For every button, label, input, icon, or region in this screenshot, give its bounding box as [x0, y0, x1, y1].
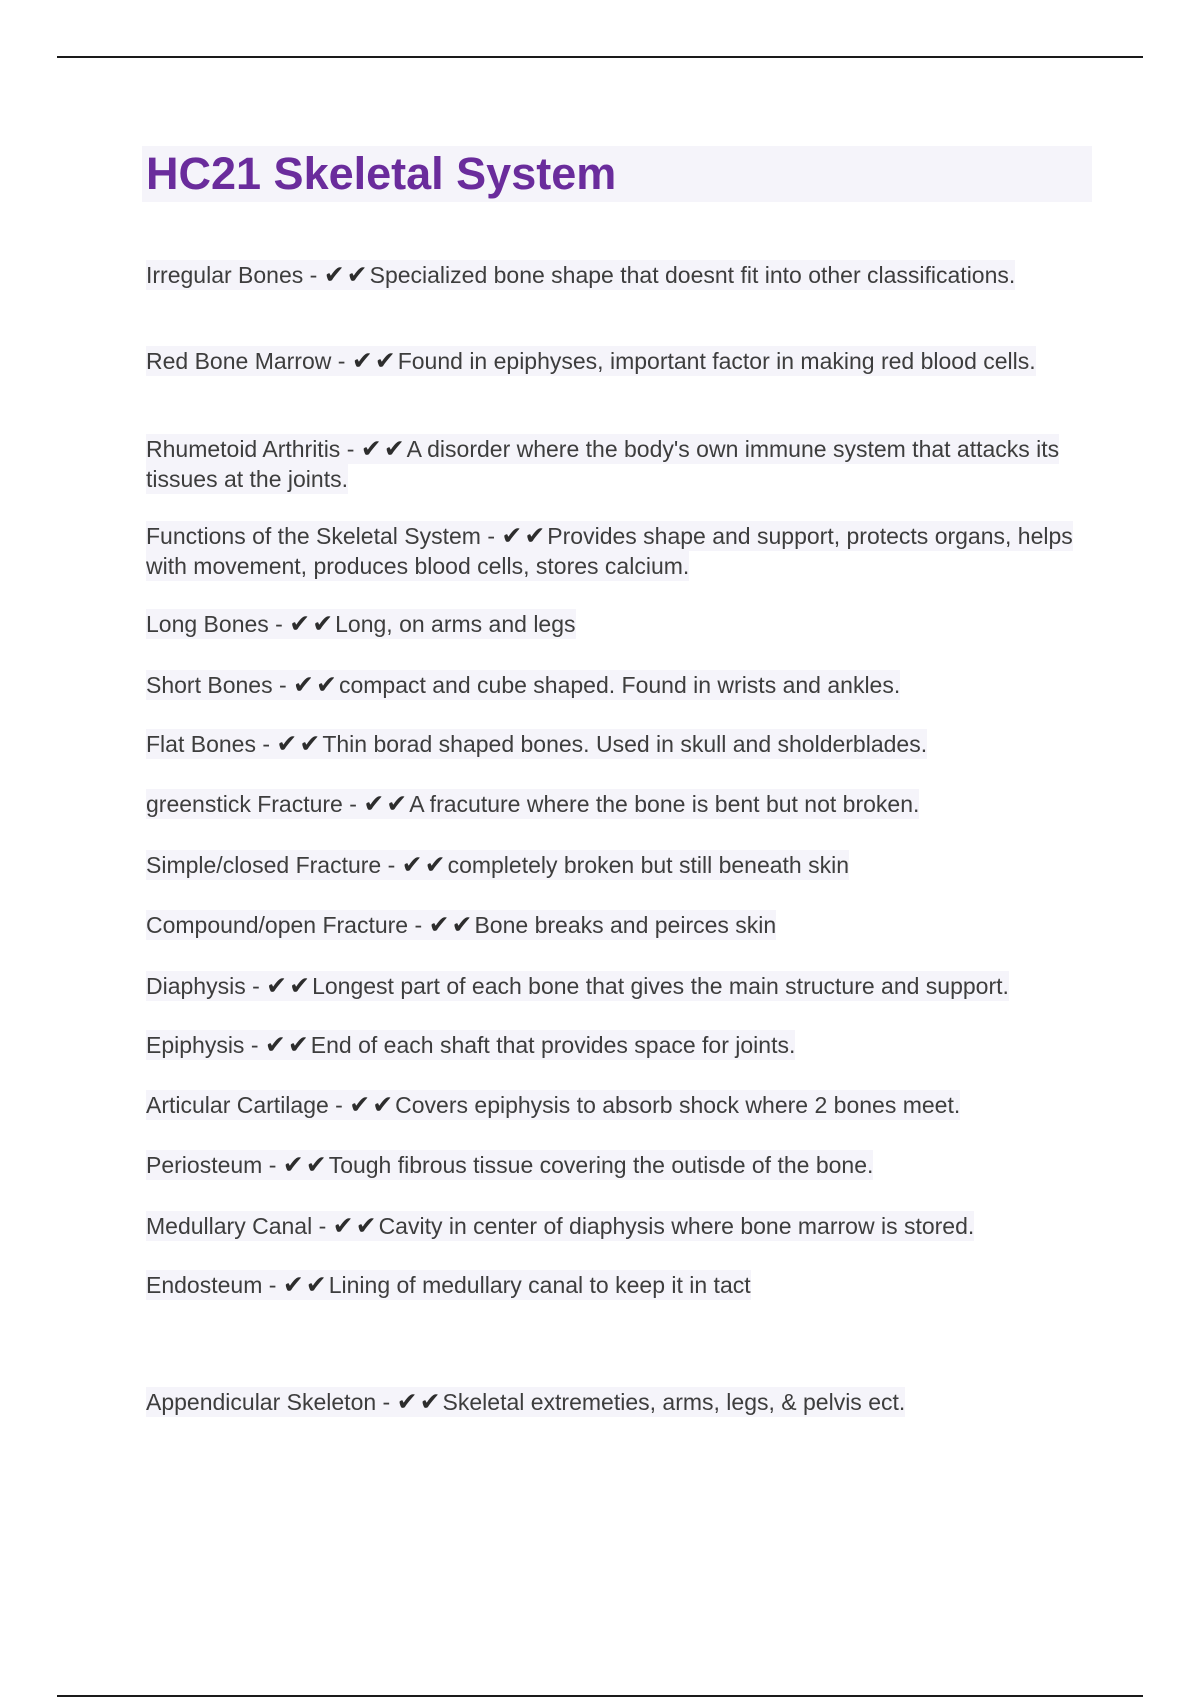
flashcard-entry [146, 1270, 1096, 1301]
entry-highlight [146, 670, 900, 700]
entry-separator: - [312, 1213, 333, 1239]
flashcard-entry [146, 521, 1096, 581]
entry-definition: completely broken but still beneath skin [447, 852, 850, 878]
entry-highlight [146, 346, 1036, 376]
entry-highlight [146, 789, 919, 819]
entry-separator: - [303, 262, 324, 288]
entry-definition: A fracuture where the bone is bent but not broken. [409, 791, 920, 817]
entry-separator: - [480, 523, 502, 549]
flashcard-entry [146, 850, 1096, 881]
check-mark-icon: ✔ [374, 346, 398, 375]
entry-definition: Bone breaks and peirces skin [474, 912, 777, 938]
check-mark-icon: ✔ [383, 434, 407, 463]
check-mark-icon: ✔ [428, 910, 452, 939]
entry-definition: Provides shape and support, protects organs, helps with movement, produces blood cells, stores calcium. [146, 523, 1073, 579]
entry-definition: Specialized bone shape that doesnt fit into other classifications. [369, 262, 1016, 288]
entry-highlight [146, 609, 576, 639]
bottom-rule [57, 1695, 1143, 1697]
check-mark-icon: ✔ [360, 434, 384, 463]
entry-term: Flat Bones [146, 731, 256, 757]
entry-term: Compound/open Fracture [146, 912, 409, 938]
entry-term: Endosteum [146, 1272, 263, 1298]
check-mark-icon: ✔ [299, 729, 323, 758]
flashcard-entry [146, 910, 1096, 941]
entry-highlight [146, 729, 927, 759]
check-mark-icon: ✔ [419, 1387, 443, 1416]
check-mark-icon: ✔ [332, 1211, 356, 1240]
check-mark-icon: ✔ [396, 1387, 420, 1416]
entry-definition: Thin borad shaped bones. Used in skull and sholderblades. [322, 731, 928, 757]
flashcard-entry [146, 971, 1096, 1002]
check-mark-icon: ✔ [351, 346, 375, 375]
flashcard-entry [146, 346, 1096, 377]
flashcard-entry [146, 729, 1096, 760]
check-mark-icon: ✔ [372, 1090, 396, 1119]
flashcard-entry [146, 1387, 1096, 1418]
entry-separator: - [376, 1389, 397, 1415]
entry-highlight [146, 850, 849, 880]
check-mark-icon: ✔ [501, 521, 525, 550]
entry-term: Periosteum [146, 1152, 263, 1178]
entry-highlight [146, 1030, 795, 1060]
entry-definition: End of each shaft that provides space for joints. [310, 1032, 796, 1058]
check-mark-icon: ✔ [282, 1270, 306, 1299]
entry-term: Epiphysis [146, 1032, 245, 1058]
entry-separator: - [408, 912, 429, 938]
entry-separator: - [331, 348, 352, 374]
check-mark-icon: ✔ [451, 910, 475, 939]
entry-highlight [146, 260, 1015, 290]
check-mark-icon: ✔ [363, 789, 387, 818]
entry-definition: Lining of medullary canal to keep it in tact [328, 1272, 751, 1298]
entry-definition: compact and cube shaped. Found in wrists and ankles. [338, 672, 901, 698]
check-mark-icon: ✔ [282, 1150, 306, 1179]
entry-term: Medullary Canal [146, 1213, 313, 1239]
entry-term: Functions of the Skeletal System [146, 523, 481, 549]
check-mark-icon: ✔ [355, 1211, 379, 1240]
entry-definition: Found in epiphyses, important factor in making red blood cells. [397, 348, 1036, 374]
entry-separator: - [255, 731, 277, 757]
flashcard-entry [146, 260, 1096, 291]
entry-term: Articular Cartilage [146, 1092, 329, 1118]
flashcard-entry [146, 434, 1096, 494]
check-mark-icon: ✔ [401, 850, 425, 879]
check-mark-icon: ✔ [346, 260, 370, 289]
entry-separator: - [342, 791, 364, 817]
flashcard-entry [146, 1090, 1096, 1121]
entry-definition: A disorder where the body's own immune system that attacks its tissues at the joints. [146, 436, 1060, 492]
entry-term: Long Bones [146, 611, 269, 637]
entry-highlight [146, 434, 1059, 494]
entry-highlight [146, 521, 1073, 581]
entry-separator: - [245, 973, 267, 999]
flashcard-entry [146, 1150, 1096, 1181]
entry-separator: - [381, 852, 402, 878]
entry-term: Irregular Bones [146, 262, 304, 288]
entry-separator: - [262, 1152, 283, 1178]
entry-separator: - [328, 1092, 350, 1118]
entry-highlight [146, 1270, 751, 1300]
entry-term: Rhumetoid Arthritis [146, 436, 341, 462]
check-mark-icon: ✔ [293, 670, 316, 699]
entry-separator: - [268, 611, 290, 637]
entry-term: Simple/closed Fracture [146, 852, 382, 878]
entry-separator: - [262, 1272, 283, 1298]
check-mark-icon: ✔ [312, 609, 336, 638]
entry-term: Diaphysis [146, 973, 246, 999]
top-rule [57, 56, 1143, 58]
check-mark-icon: ✔ [323, 260, 347, 289]
entry-separator: - [244, 1032, 265, 1058]
entry-term: Red Bone Marrow [146, 348, 332, 374]
page-title: HC21 Skeletal System [146, 148, 617, 199]
check-mark-icon: ✔ [524, 521, 548, 550]
flashcard-entry [146, 1030, 1096, 1061]
entry-definition: Longest part of each bone that gives the main structure and support. [312, 973, 1009, 999]
entry-definition: Cavity in center of diaphysis where bone marrow is stored. [378, 1213, 975, 1239]
check-mark-icon: ✔ [287, 1030, 311, 1059]
check-mark-icon: ✔ [264, 1030, 288, 1059]
check-mark-icon: ✔ [305, 1270, 329, 1299]
entry-highlight [146, 1090, 960, 1120]
check-mark-icon: ✔ [316, 670, 339, 699]
check-mark-icon: ✔ [386, 789, 410, 818]
check-mark-icon: ✔ [424, 850, 448, 879]
check-mark-icon: ✔ [349, 1090, 373, 1119]
entry-separator: - [340, 436, 361, 462]
entry-term: greenstick Fracture [146, 791, 343, 817]
flashcard-entry [146, 670, 1096, 701]
entry-highlight [146, 1387, 905, 1417]
entry-definition: Tough fibrous tissue covering the outisde of the bone. [328, 1152, 874, 1178]
entry-definition: Long, on arms and legs [335, 611, 576, 637]
flashcard-entry [146, 609, 1096, 640]
check-mark-icon: ✔ [305, 1150, 329, 1179]
entry-definition: Skeletal extremeties, arms, legs, & pelvis ect. [442, 1389, 906, 1415]
flashcard-entry [146, 789, 1096, 820]
check-mark-icon: ✔ [266, 971, 290, 1000]
flashcard-entry [146, 1211, 1096, 1242]
entry-separator: - [272, 672, 294, 698]
check-mark-icon: ✔ [289, 971, 313, 1000]
entry-term: Appendicular Skeleton [146, 1389, 377, 1415]
entry-highlight [146, 1211, 974, 1241]
check-mark-icon: ✔ [276, 729, 300, 758]
entry-term: Short Bones [146, 672, 273, 698]
entry-highlight [146, 971, 1009, 1001]
entry-definition: Covers epiphysis to absorb shock where 2 bones meet. [395, 1092, 961, 1118]
entry-highlight [146, 910, 776, 940]
check-mark-icon: ✔ [289, 609, 313, 638]
entry-highlight [146, 1150, 873, 1180]
